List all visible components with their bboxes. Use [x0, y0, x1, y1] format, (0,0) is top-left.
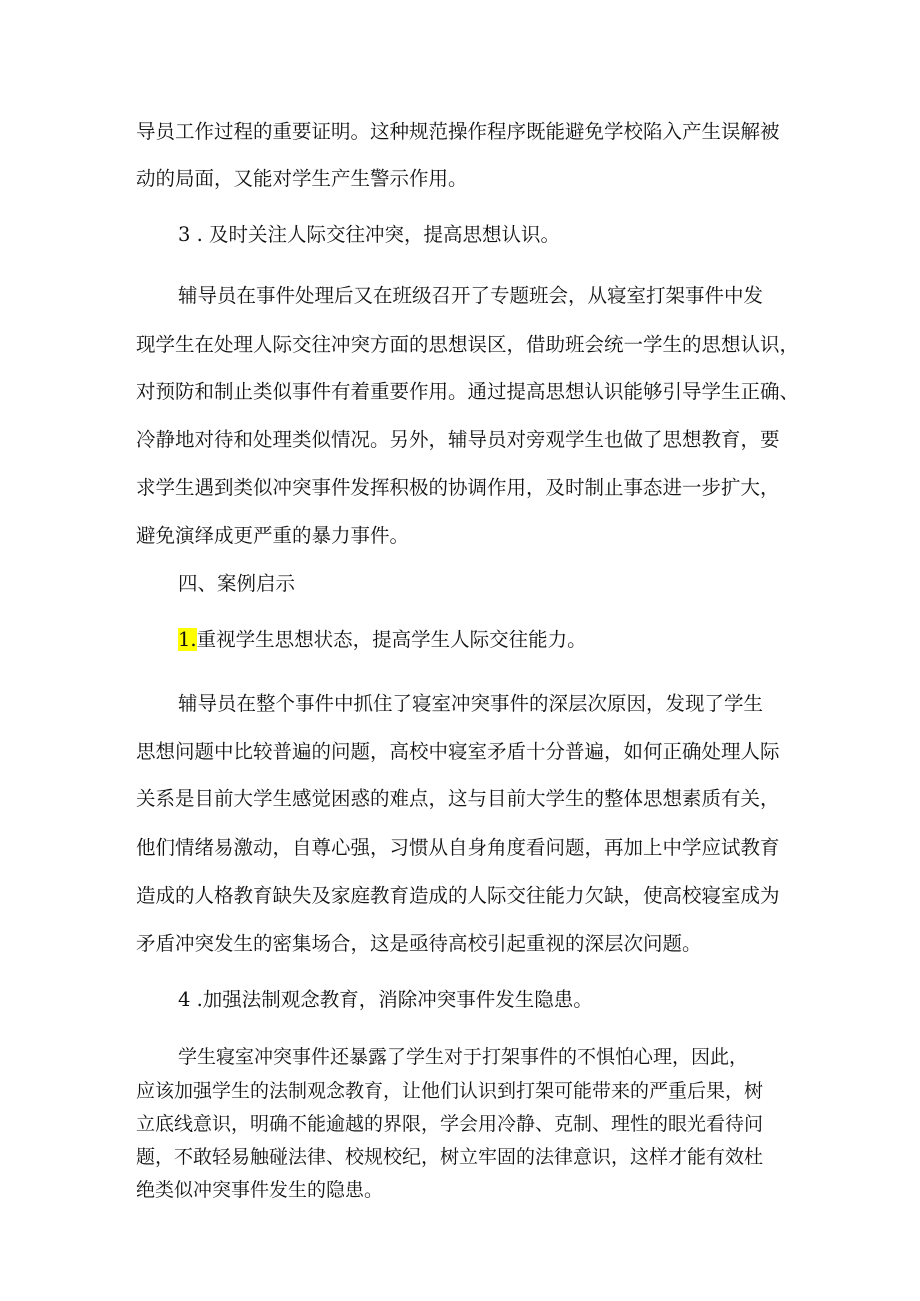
body-text-line: 求学生遇到类似冲突事件发挥积极的协调作用，及时制止事态进一步扩大， — [136, 476, 780, 499]
body-text-line: 动的局面，又能对学生产生警示作用。 — [136, 167, 468, 190]
numbered-heading — [0, 626, 920, 654]
body-text-line: 题，不敢轻易触碰法律、校规校纪，树立牢固的法律意识，这样才能有效杜 — [136, 1146, 764, 1168]
body-text-line: 矛盾冲突发生的密集场合，这是亟待高校引起重视的深层次问题。 — [136, 932, 702, 955]
body-text-line: 立底线意识，明确不能逾越的界限，学会用冷静、克制、理性的眼光看待问 — [136, 1113, 764, 1135]
chapter-heading: 四、案例启示 — [178, 572, 296, 595]
body-text-line: 应该加强学生的法制观念教育，让他们认识到打架可能带来的严重后果，树 — [136, 1080, 764, 1102]
body-text-line: 造成的人格教育缺失及家庭教育造成的人际交往能力欠缺，使高校寝室成为 — [136, 884, 780, 907]
body-text-line: 思想问题中比较普遍的问题，高校中寝室矛盾十分普遍，如何正确处理人际 — [136, 740, 780, 763]
body-text-line: 辅导员在整个事件中抓住了寝室冲突事件的深层次原因，发现了学生 — [178, 692, 764, 715]
body-text-line: 他们情绪易激动，自尊心强，习惯从自身角度看问题，再加上中学应试教育 — [136, 836, 780, 859]
section-heading: 4 .加强法制观念教育，消除冲突事件发生隐患。 — [178, 988, 593, 1011]
body-text-line: 导员工作过程的重要证明。这种规范操作程序既能避免学校陷入产生误解被 — [136, 120, 780, 143]
body-text-line: 对预防和制止类似事件有着重要作用。通过提高思想认识能够引导学生正确、 — [136, 380, 800, 403]
heading-text: 重视学生思想状态，提高学生人际交往能力。 — [196, 628, 587, 651]
section-heading: 3 . 及时关注人际交往冲突，提高思想认识。 — [178, 223, 561, 246]
highlighted-number: 1. — [178, 628, 197, 651]
body-text-line: 冷静地对待和处理类似情况。另外，辅导员对旁观学生也做了思想教育，要 — [136, 428, 780, 451]
body-text-line: 辅导员在事件处理后又在班级召开了专题班会，从寝室打架事件中发 — [178, 284, 764, 307]
body-text-line: 现学生在处理人际交往冲突方面的思想误区，借助班会统一学生的思想认识， — [136, 333, 800, 356]
body-text-line: 避免演绎成更严重的暴力事件。 — [136, 524, 410, 547]
body-text-line: 关系是目前大学生感觉困惑的难点，这与目前大学生的整体思想素质有关， — [136, 787, 780, 810]
body-text-line: 学生寝室冲突事件还暴露了学生对于打架事件的不惧怕心理，因此， — [178, 1046, 749, 1068]
body-text-line: 绝类似冲突事件发生的隐患。 — [136, 1179, 384, 1201]
